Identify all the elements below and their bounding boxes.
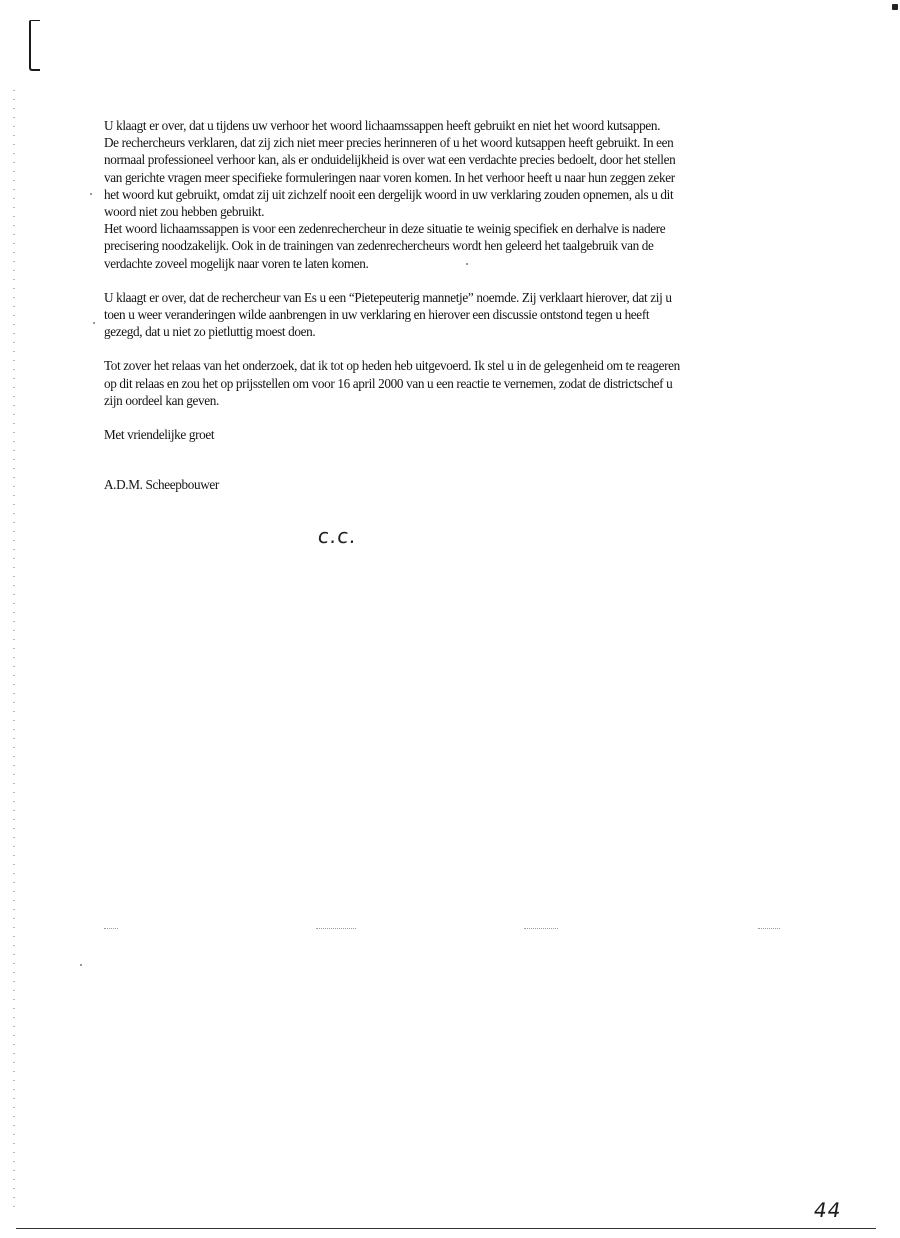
text-line: verdachte zoveel mogelijk naar voren te laten komen. xyxy=(104,255,369,271)
scan-corner-mark xyxy=(892,4,898,10)
scan-dash xyxy=(758,928,780,929)
text-line: normaal professioneel verhoor kan, als er onduidelijkheid is over wat een verdachte precies bedoelt, door het stellen xyxy=(104,152,676,168)
letter-body xyxy=(104,117,794,493)
text-line: op dit relaas en zou het op prijsstellen om voor 16 april 2000 van u een reactie te vernemen, zodat de districtschef u xyxy=(104,375,673,391)
text-line: precisering noodzakelijk. Ook in de trainingen van zedenrechercheurs wordt hen geleerd het taalgebruik van de xyxy=(104,238,654,254)
scan-speck xyxy=(93,322,95,324)
handwritten-cc-note: c.c. xyxy=(316,524,358,548)
signature-name: A.D.M. Scheepbouwer xyxy=(104,477,219,493)
text-line: het woord kut gebruikt, omdat zij uit zichzelf nooit een dergelijk woord in uw verklaring zouden opnemen, als u dit xyxy=(104,186,674,202)
closing-greeting: Met vriendelijke groet xyxy=(104,427,215,443)
text-line: woord niet zou hebben gebruikt. xyxy=(104,204,265,220)
bottom-edge-line xyxy=(16,1228,876,1229)
scan-speck xyxy=(466,263,468,265)
margin-bracket-mark xyxy=(29,20,40,71)
handwritten-page-number: 44 xyxy=(811,1198,844,1222)
text-line: van gerichte vragen meer specifieke formuleringen naar voren komen. In het verhoor heeft u naar hun zeggen zeker xyxy=(104,169,675,185)
paragraph-complaint-wording xyxy=(104,117,794,272)
text-line: Tot zover het relaas van het onderzoek, dat ik tot op heden heb uitgevoerd. Ik stel u in de gelegenheid om te reageren xyxy=(104,358,680,374)
scan-speck xyxy=(80,964,82,966)
scan-dash xyxy=(104,928,118,929)
text-line: toen u weer veranderingen wilde aanbrengen in uw verklaring en hierover een discussie ontstond tegen u heeft xyxy=(104,307,650,323)
paragraph-complaint-remark xyxy=(104,289,794,341)
text-line: gezegd, dat u niet zo pietluttig moest doen. xyxy=(104,324,316,340)
text-line: U klaagt er over, dat u tijdens uw verhoor het woord lichaamssappen heeft gebruikt en niet het woord kutsappen. xyxy=(104,118,661,133)
text-line: Het woord lichaamssappen is voor een zedenrechercheur in deze situatie te weinig specifiek en derhalve is nadere xyxy=(104,221,666,237)
text-line: U klaagt er over, dat de rechercheur van Es u een “Pietepeuterig mannetje” noemde. Zij verklaart hierover, dat zij u xyxy=(104,289,672,305)
paragraph-conclusion xyxy=(104,357,794,409)
scan-dash xyxy=(316,928,356,929)
text-line: zijn oordeel kan geven. xyxy=(104,392,219,408)
scan-dash xyxy=(524,928,558,929)
scan-speck xyxy=(90,193,92,195)
text-line: De rechercheurs verklaren, dat zij zich niet meer precies herinneren of u het woord kutsappen heeft gebruikt. In een xyxy=(104,135,674,151)
scan-margin-artifact xyxy=(13,90,15,1210)
